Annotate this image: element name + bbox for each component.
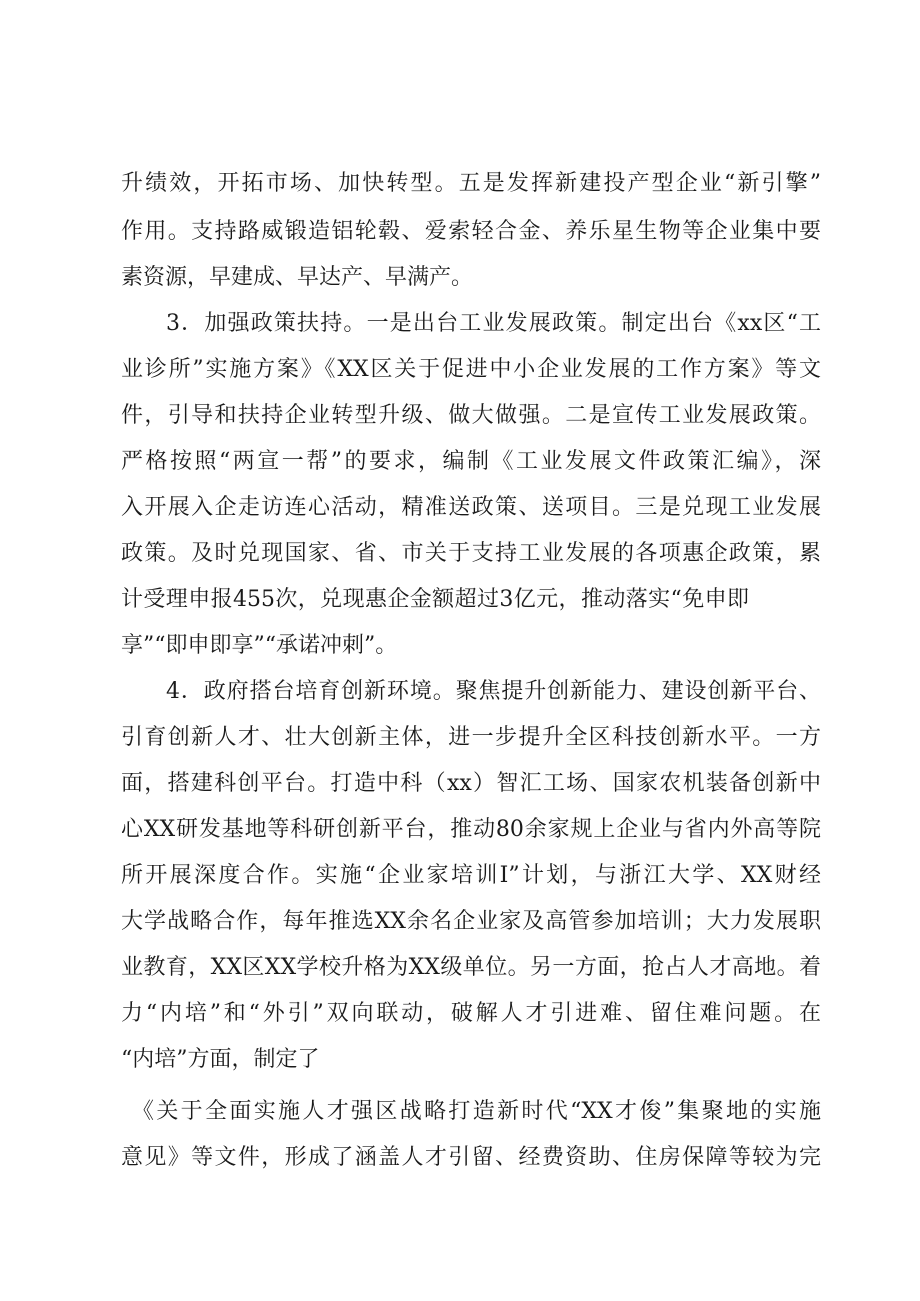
text-line: 意见》等文件，形成了涵盖人才引留、经费资助、住房保障等较为完 [121,1145,821,1170]
text-line: 件，引导和扶持企业转型升级、做大做强。二是宣传工业发展政策。 [121,403,821,428]
text-line: 享”“即申即享”“承诺冲刺”。 [121,633,398,658]
text-line: 《关于全面实施人才强区战略打造新时代“XX才俊”集聚地的实施 [132,1099,821,1124]
text-line: “内培”方面，制定了 [121,1047,320,1072]
text-line: 严格按照“两宣一帮”的要求，编制《工业发展文件政策汇编》，深 [121,449,821,474]
text-line: 所开展深度合作。实施“企业家培训I”计划，与浙江大学、XX财经 [121,863,821,888]
text-line: 面，搭建科创平台。打造中科（xx）智汇工场、国家农机装备创新中 [121,771,821,796]
text-line: 政策。及时兑现国家、省、市关于支持工业发展的各项惠企政策，累 [121,541,821,566]
text-line: 业教育，XX区XX学校升格为XX级单位。另一方面，抢占人才高地。着 [121,955,821,980]
text-line: 大学战略合作，每年推选XX余名企业家及高管参加培训；大力发展职 [121,909,821,934]
text-line: 计受理申报455次，兑现惠企金额超过3亿元，推动落实“免申即 [121,587,749,612]
text-line: 引育创新人才、壮大创新主体，进一步提升全区科技创新水平。一方 [121,725,821,750]
text-line: 心XX研发基地等科研创新平台，推动80余家规上企业与省内外高等院 [121,817,821,842]
text-line: 作用。支持路威锻造铝轮毂、爱索轻合金、养乐星生物等企业集中要 [121,219,821,244]
text-line: 入开展入企走访连心活动，精准送政策、送项目。三是兑现工业发展 [121,495,821,520]
text-line: 力“内培”和“外引”双向联动，破解人才引进难、留住难问题。在 [121,1001,821,1026]
paragraph-heading-line: 4．政府搭台培育创新环境。聚焦提升创新能力、建设创新平台、 [166,679,821,704]
text-line: 素资源，早建成、早达产、早满产。 [121,265,474,290]
text-line: 升绩效，开拓市场、加快转型。五是发挥新建投产型企业“新引擎” [121,171,821,196]
text-line: 业诊所”实施方案》《XX区关于促进中小企业发展的工作方案》等文 [121,357,821,382]
paragraph-heading-line: 3．加强政策扶持。一是出台工业发展政策。制定出台《xx区“工 [166,311,821,336]
